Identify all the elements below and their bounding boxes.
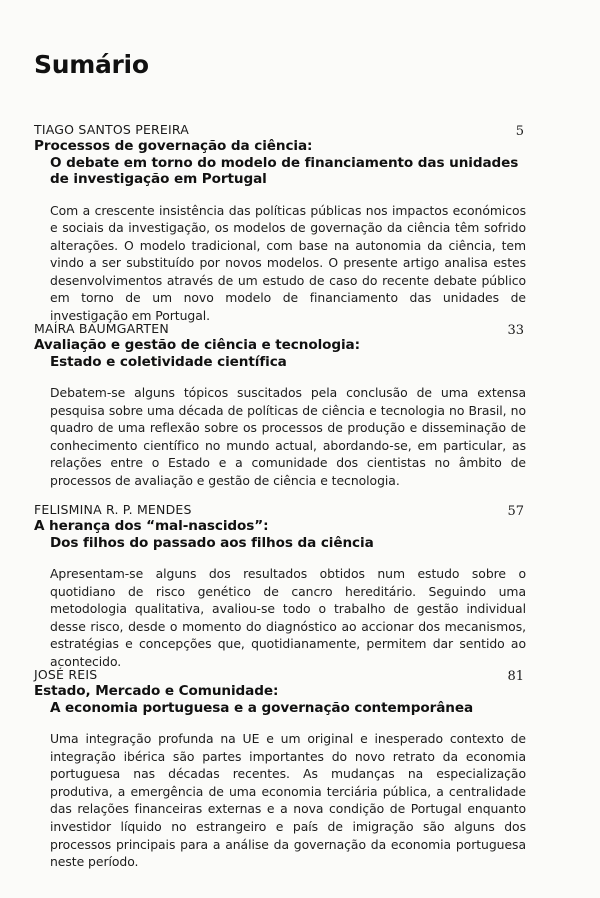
article-abstract: Uma integração profunda na UE e um original e inesperado contexto de integração ibérica são partes importantes do novo retrato da economia portuguesa nas décadas recentes. As mudanças na especialização produtiva, a emergência de uma economia terciária pública, a centralidade das relações financeiras externas e a nova condição de Portugal enquanto investidor líquido no estrangeiro e país de imigração são alguns dos processos principais para a análise da governação da economia portuguesa neste período. <box>50 731 526 870</box>
page-number: 81 <box>507 669 524 684</box>
page-number: 5 <box>515 124 524 139</box>
page-title: Sumário <box>34 50 149 79</box>
toc-entry <box>34 321 524 490</box>
page-number: 33 <box>507 323 524 338</box>
article-title <box>34 138 524 188</box>
author-name: FELISMINA R. P. MENDES <box>34 502 192 517</box>
article-title-main: Avaliação e gestão de ciência e tecnologia: <box>34 337 360 353</box>
article-abstract: Apresentam-se alguns dos resultados obtidos num estudo sobre o quotidiano de risco genético de cancro hereditário. Seguindo uma metodologia qualitativa, avaliou-se todo o trabalho de gestão individual desse risco, desde o momento do diagnóstico ao accionar dos mecanismos, estratégias e concepções que, quotidianamente, permitem dar sentido ao acontecido. <box>50 566 526 669</box>
toc-entry <box>34 122 524 325</box>
article-subtitle-line: Dos filhos do passado aos filhos da ciência <box>50 534 374 551</box>
toc-entry <box>34 502 524 671</box>
article-subtitle-line: A economia portuguesa e a governação contemporânea <box>50 699 474 716</box>
article-subtitle-line: Estado e coletividade científica <box>50 353 287 370</box>
article-title-main: A herança dos “mal-nascidos”: <box>34 518 269 534</box>
article-title <box>34 518 524 551</box>
article-title <box>34 337 524 370</box>
article-title-main: Processos de governação da ciência: <box>34 138 313 154</box>
author-name: JOSÉ REIS <box>34 667 98 682</box>
toc-entry <box>34 667 524 871</box>
article-abstract: Com a crescente insistência das políticas públicas nos impactos económicos e sociais da investigação, os modelos de governação da ciência têm sofrido alterações. O modelo tradicional, com base na autonomia da ciência, tem vindo a ser substituído por novos modelos. O presente artigo analisa estes desenvolvimentos através de um estudo de caso do recente debate público em torno de um novo modelo de financiamento das unidades de investigação em Portugal. <box>50 202 526 324</box>
article-subtitle-line: O debate em torno do modelo de financiamento das unidades <box>50 154 519 171</box>
article-title-main: Estado, Mercado e Comunidade: <box>34 683 279 699</box>
author-name: TIAGO SANTOS PEREIRA <box>34 122 190 137</box>
author-name: MAÍRA BAUMGARTEN <box>34 321 169 336</box>
article-abstract: Debatem-se alguns tópicos suscitados pela conclusão de uma extensa pesquisa sobre uma década de políticas de ciência e tecnologia no Brasil, no quadro de uma reflexão sobre os processos de produção e disseminação de conhecimento científico no mundo actual, abordando-se, em particular, as relações entre o Estado e a comunidade dos cientistas no âmbito de processos de avaliação e gestão de ciência e tecnologia. <box>50 385 526 488</box>
page-number: 57 <box>507 504 524 519</box>
article-title <box>34 683 524 716</box>
article-subtitle-line: de investigação em Portugal <box>50 171 267 187</box>
